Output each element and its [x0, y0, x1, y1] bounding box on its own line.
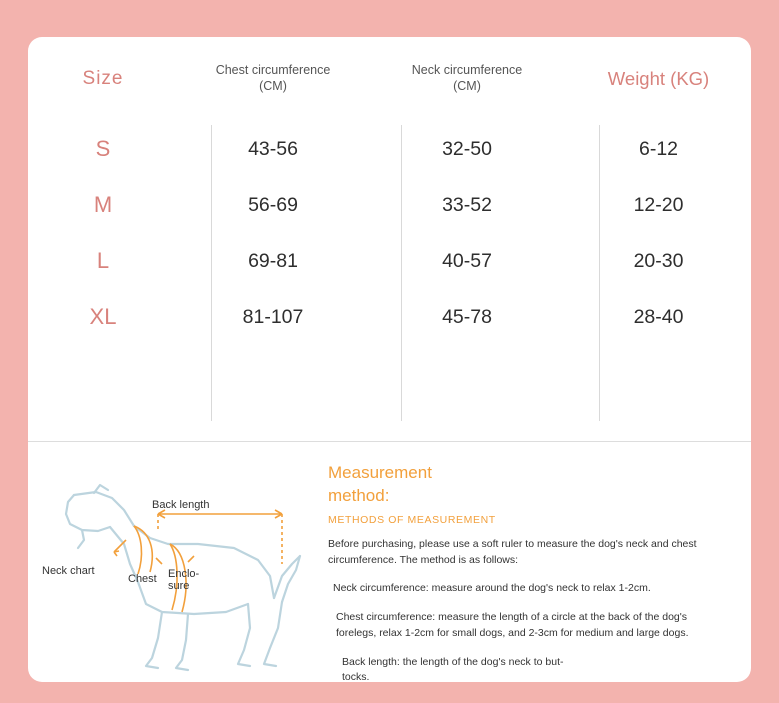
measurement-paragraph-1 — [328, 537, 738, 569]
header-neck-line1: Neck circumference — [411, 63, 523, 78]
cell-chest-m: 56-69 — [248, 193, 298, 216]
table-row — [28, 177, 751, 233]
cell-weight-m: 12-20 — [633, 193, 684, 216]
measurement-p4-line1: Back length: the length of the dog's neck to but- — [342, 655, 564, 668]
label-neck-chart: Neck chart — [42, 565, 95, 577]
cell-chest-xl: 81-107 — [242, 305, 304, 328]
measurement-title-line1: Measurement — [328, 463, 432, 482]
cell-neck-s: 32-50 — [442, 137, 492, 160]
column-divider-3 — [599, 125, 600, 421]
cell-size-m: M — [93, 192, 113, 217]
header-neck — [368, 37, 566, 121]
column-divider-2 — [401, 125, 402, 421]
column-divider-1 — [211, 125, 212, 421]
header-chest-line2: (CM) — [259, 79, 287, 93]
header-neck-line2: (CM) — [453, 79, 481, 93]
cell-neck-l: 40-57 — [442, 249, 492, 272]
measurement-title-line2: method: — [328, 485, 390, 505]
measurement-method-text — [328, 462, 738, 682]
label-enclosure-line1: Enclo- — [168, 568, 200, 580]
header-chest — [178, 37, 368, 121]
cell-weight-l: 20-30 — [633, 249, 684, 272]
measurement-paragraph-4 — [342, 655, 738, 682]
size-table-area — [28, 37, 751, 344]
measurement-paragraph-3 — [336, 610, 738, 642]
table-row — [28, 289, 751, 345]
cell-neck-xl: 45-78 — [442, 305, 492, 328]
measurement-p3-line2: forelegs, relax 1-2cm for small dogs, and 2-3cm for medium and large dogs. — [336, 626, 689, 639]
table-header-row — [28, 37, 751, 121]
cell-chest-l: 69-81 — [248, 249, 298, 272]
cell-size-xl: XL — [89, 304, 117, 329]
label-chest: Chest — [128, 573, 157, 585]
measurement-title — [328, 462, 738, 508]
cell-size-l: L — [96, 248, 110, 273]
measurement-p4-line2: tocks. — [342, 671, 370, 682]
table-row — [28, 233, 751, 289]
cell-neck-m: 33-52 — [442, 193, 492, 216]
measurement-paragraph-2: Neck circumference: measure around the dog's neck to relax 1-2cm. — [333, 582, 651, 595]
measurement-p3-line1: Chest circumference: measure the length of a circle at the back of the dog's — [336, 611, 688, 624]
label-enclosure-line2: sure — [168, 580, 190, 592]
measurement-p1-line1: Before purchasing, please use a soft ruler to measure the dog's neck and chest — [328, 537, 697, 550]
table-row — [28, 121, 751, 177]
cell-weight-xl: 28-40 — [633, 305, 684, 328]
measurement-subtitle: METHODS OF MEASUREMENT — [328, 513, 496, 526]
size-chart-card — [28, 37, 751, 682]
cell-chest-s: 43-56 — [248, 137, 298, 160]
measurement-p1-line2: circumference. The method is as follows: — [328, 553, 519, 566]
label-back-length: Back length — [152, 499, 210, 511]
dog-diagram — [38, 452, 328, 682]
size-table — [28, 37, 751, 345]
header-chest-line1: Chest circumference — [215, 63, 331, 78]
cell-weight-s: 6-12 — [638, 137, 679, 160]
header-weight: Weight (KG) — [607, 68, 710, 89]
measurement-section — [28, 442, 751, 682]
header-size: Size — [82, 68, 124, 89]
cell-size-s: S — [95, 136, 111, 161]
